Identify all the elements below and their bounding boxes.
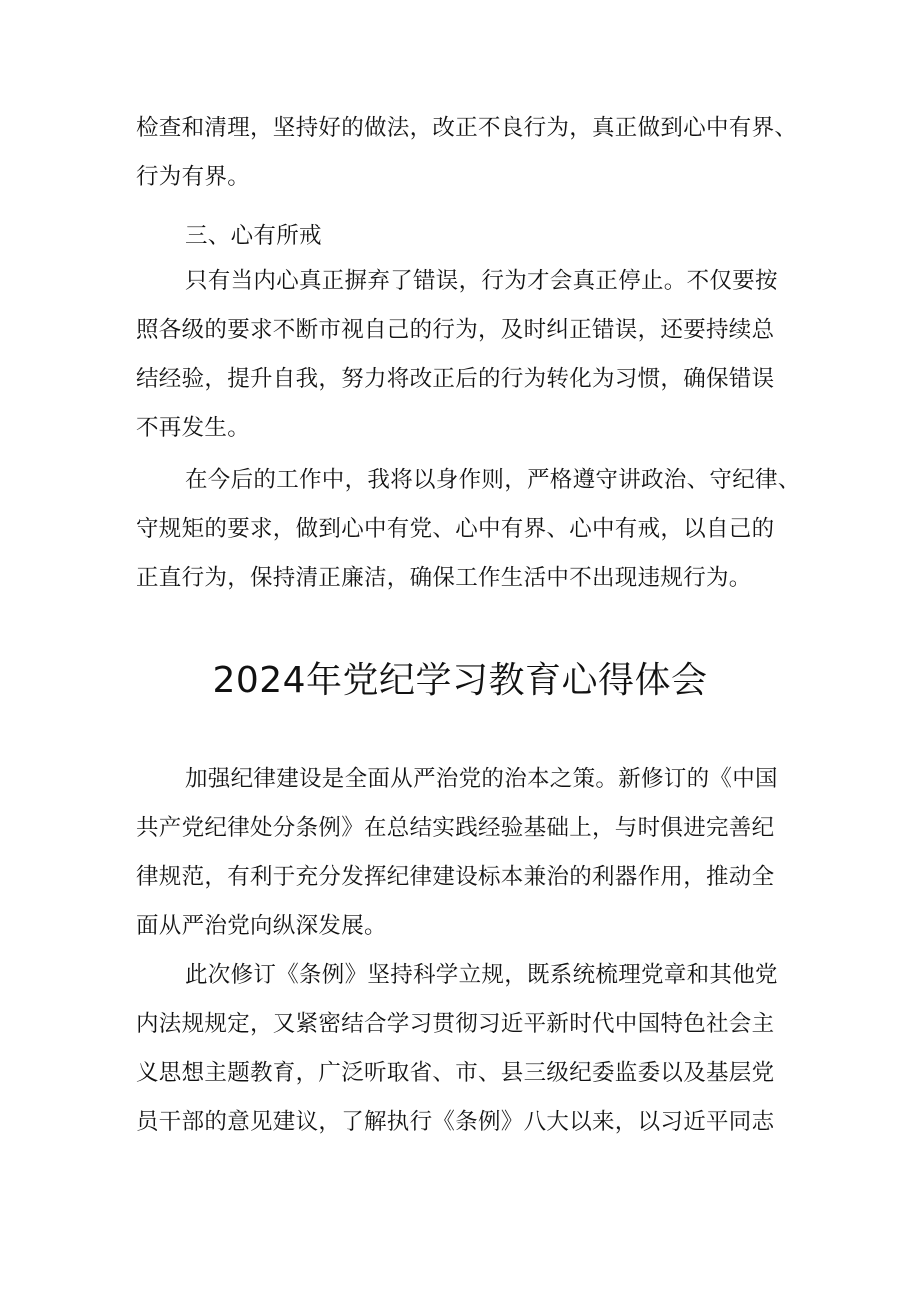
paragraph-line: 检查和清理，坚持好的做法，改正不良行为，真正做到心中有界、	[136, 115, 798, 141]
paragraph-line: 义思想主题教育，广泛听取省、市、县三级纪委监委以及基层党	[136, 1060, 775, 1086]
paragraph-line: 正直行为，保持清正廉洁，确保工作生活中不出现违规行为。	[136, 565, 752, 591]
section-heading: 三、心有所戒	[185, 223, 322, 249]
article-title: 2024年党纪学习教育心得体会	[212, 660, 708, 701]
paragraph-line: 加强纪律建设是全面从严治党的治本之策。新修订的《中国	[185, 766, 778, 792]
paragraph-4	[136, 951, 800, 1147]
continued-paragraph	[136, 104, 800, 202]
paragraph-line: 员干部的意见建议，了解执行《条例》八大以来，以习近平同志	[136, 1109, 775, 1135]
paragraph-line: 守规矩的要求，做到心中有党、心中有界、心中有戒，以自己的	[136, 516, 775, 542]
paragraph-line: 行为有界。	[136, 164, 251, 190]
paragraph-line: 面从严治党向纵深发展。	[136, 913, 387, 939]
paragraph-line: 只有当内心真正摒弃了错误，行为才会真正停止。不仅要按	[185, 268, 778, 294]
paragraph-line: 内法规规定，又紧密结合学习贯彻习近平新时代中国特色社会主	[136, 1011, 775, 1037]
paragraph-line: 律规范，有利于充分发挥纪律建设标本兼治的利器作用，推动全	[136, 864, 775, 890]
paragraph-2	[136, 456, 800, 603]
paragraph-line: 结经验，提升自我，努力将改正后的行为转化为习惯，确保错误	[136, 366, 775, 392]
paragraph-3	[136, 755, 800, 951]
paragraph-line: 共产党纪律处分条例》在总结实践经验基础上，与时俱进完善纪	[136, 815, 775, 841]
paragraph-line: 不再发生。	[136, 415, 251, 441]
paragraph-line: 在今后的工作中，我将以身作则，严格遵守讲政治、守纪律、	[185, 467, 801, 493]
section-heading-block	[136, 212, 800, 261]
paragraph-line: 照各级的要求不断市视自己的行为，及时纠正错误，还要持续总	[136, 317, 775, 343]
paragraph-1	[136, 257, 800, 453]
paragraph-line: 此次修订《条例》坚持科学立规，既系统梳理党章和其他党	[185, 962, 778, 988]
